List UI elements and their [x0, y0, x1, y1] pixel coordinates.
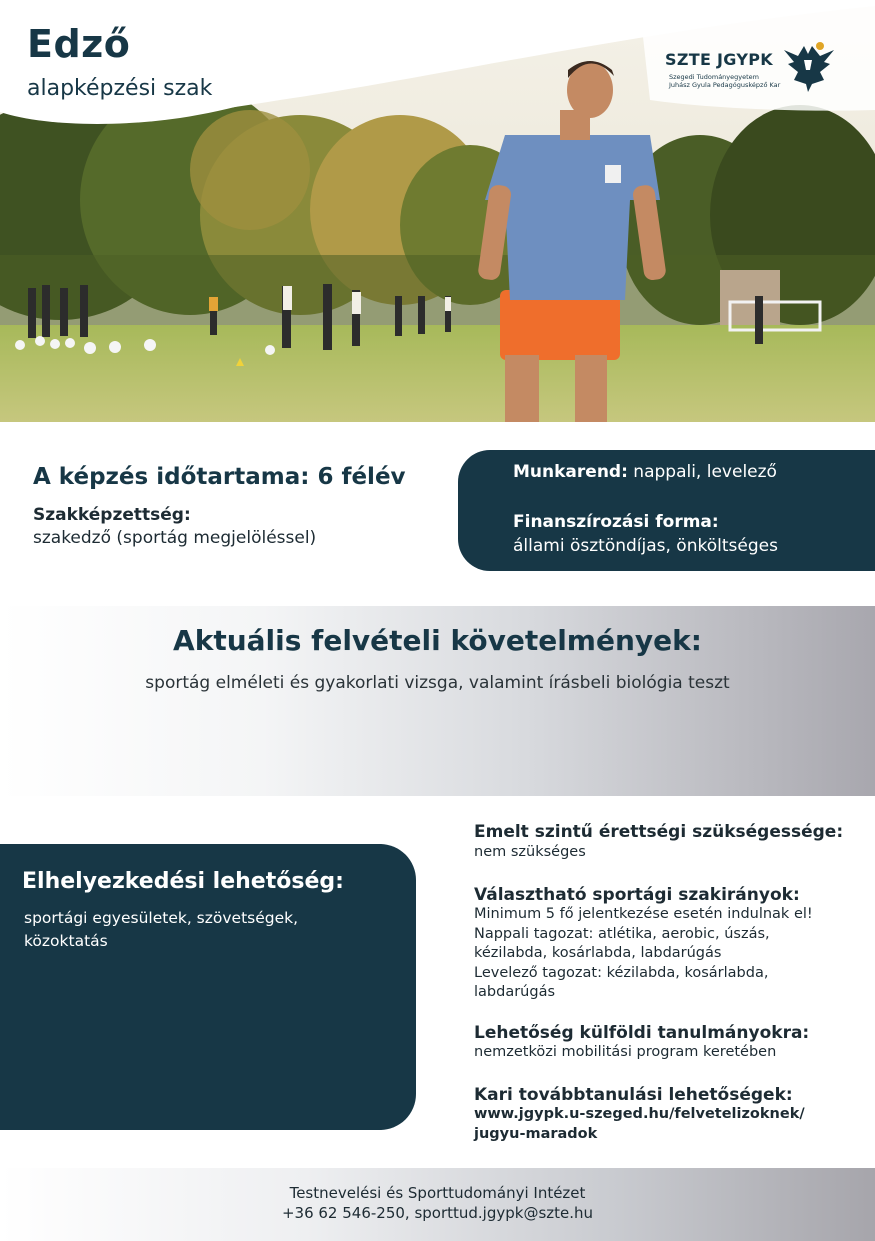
matura-value: nem szükséges: [474, 844, 586, 860]
duration-heading: A képzés időtartama: 6 félév: [33, 464, 406, 490]
matura-section: [474, 822, 864, 863]
logo-subtitle-faculty: Juhász Gyula Pedagógusképző Kar: [669, 81, 781, 89]
work-schedule-value: nappali, levelező: [633, 462, 777, 482]
page-title: Edző: [27, 22, 131, 66]
qualification-value: szakedző (sportág megjelöléssel): [33, 528, 317, 548]
qualification-label: Szakképzettség:: [33, 505, 191, 525]
specialization-line: Levelező tagozat: kézilabda, kosárlabda,: [474, 964, 769, 981]
abroad-section: [474, 1023, 864, 1063]
eagle-crest-icon: [780, 40, 836, 94]
abroad-value: nemzetközi mobilitási program keretében: [474, 1044, 777, 1060]
institution-logo: [665, 40, 845, 96]
specialization-line: labdarúgás: [474, 984, 556, 1000]
further-study-label: Kari továbbtanulási lehetőségek:: [474, 1085, 793, 1105]
employment-line: közoktatás: [24, 932, 108, 950]
work-schedule-label: Munkarend:: [513, 462, 628, 482]
logo-name: SZTE JGYPK: [665, 50, 773, 69]
employment-text: [24, 907, 394, 953]
further-study-link-continued[interactable]: jugyu-maradok: [474, 1125, 598, 1142]
requirements-text: sportág elméleti és gyakorlati vizsga, valamint írásbeli biológia teszt: [145, 673, 730, 693]
abroad-label: Lehetőség külföldi tanulmányokra:: [474, 1023, 810, 1043]
further-study-section: [474, 1085, 864, 1144]
specialization-label: Választható sportági szakirányok:: [474, 885, 800, 905]
footer-institute: Testnevelési és Sporttudományi Intézet: [289, 1184, 586, 1202]
specialization-line: kézilabda, kosárlabda, labdarúgás: [474, 945, 722, 961]
footer-contact: +36 62 546-250, sporttud.jgypk@szte.hu: [281, 1204, 594, 1222]
finance-value: állami ösztöndíjas, önköltséges: [513, 536, 778, 556]
specialization-section: [474, 885, 864, 1003]
employment-line: sportági egyesületek, szövetségek,: [24, 909, 299, 927]
specialization-line: Nappali tagozat: atlétika, aerobic, úszás,: [474, 925, 770, 942]
specialization-line: Minimum 5 fő jelentkezése esetén indulnak el!: [474, 906, 813, 922]
logo-subtitle-university: Szegedi Tudományegyetem: [669, 73, 759, 81]
further-study-link[interactable]: www.jgypk.u-szeged.hu/felvetelizoknek/: [474, 1106, 805, 1122]
study-format-box: [458, 450, 875, 571]
employment-title: Elhelyezkedési lehetőség:: [22, 869, 344, 894]
requirements-title: Aktuális felvételi követelmények:: [173, 624, 702, 657]
work-schedule-line: [513, 462, 777, 482]
matura-label: Emelt szintű érettségi szükségessége:: [474, 822, 844, 842]
page-subtitle: alapképzési szak: [27, 76, 213, 101]
finance-label: Finanszírozási forma:: [513, 512, 719, 532]
